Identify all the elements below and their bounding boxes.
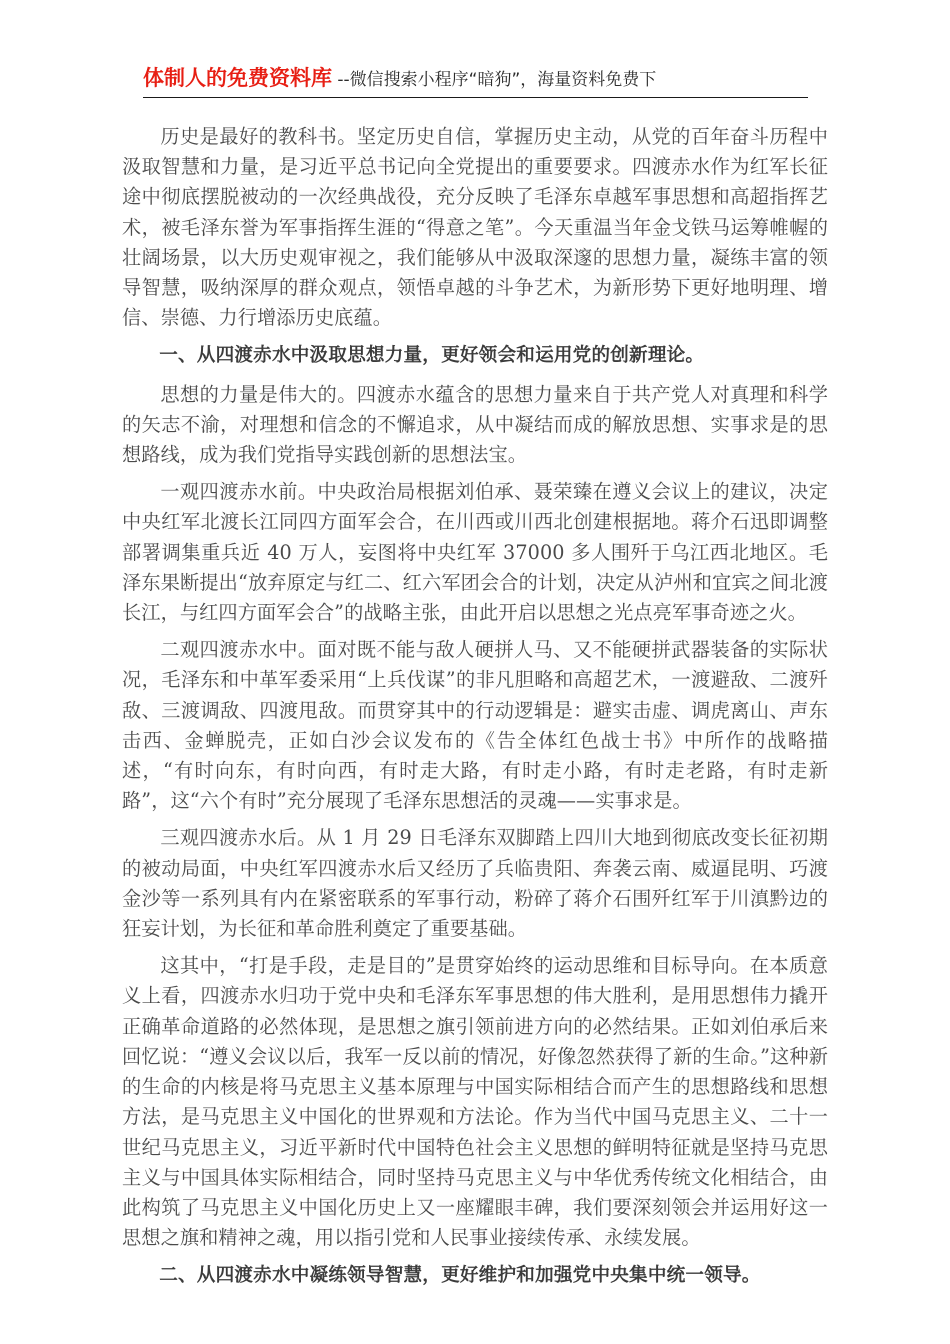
spacer	[122, 470, 828, 477]
body-paragraph: 二观四渡赤水中。面对既不能与敌人硬拼人马、又不能硬拼武器装备的实际状况，毛泽东和中革军委采用“上兵伐谋”的非凡胆略和高超艺术，一渡避敌、二渡歼敌、三渡调敌、四渡甩敌。而贯穿其中的行动逻辑是：避实击虚、调虎离山、声东击西、金蝉脱壳，正如白沙会议发布的《告全体红色战士书》中所作的战略描述，“有时向东，有时向西，有时走大路，有时走小路，有时走老路，有时走新路”，这“六个有时”充分展现了毛泽东思想活的灵魂——实事求是。	[122, 638, 828, 813]
body-paragraph: 历史是最好的教科书。坚定历史自信，掌握历史主动，从党的百年奋斗历程中汲取智慧和力量，是习近平总书记向全党提出的重要要求。四渡赤水作为红军长征途中彻底摆脱被动的一次经典战役，充分反映了毛泽东卓越军事思想和高超指挥艺术，被毛泽东誉为军事指挥生涯的“得意之笔”。今天重温当年金戈铁马运筹帷幄的壮阔场景，以大历史观审视之，我们能够从中汲取深邃的思想力量，凝练丰富的领导智慧，吸纳深厚的群众观点，领悟卓越的斗争艺术，为新形势下更好地明理、增信、崇德、力行增添历史底蕴。	[122, 125, 828, 330]
body-paragraph: 一观四渡赤水前。中央政治局根据刘伯承、聂荣臻在遵义会议上的建议，决定中央红军北渡长江同四方面军会合，在川西或川西北创建根据地。蒋介石迅即调整部署调集重兵近 40 万人，妄图将中央红军 37000 多人围歼于乌江西北地区。毛泽东果断提出“放弃原定与红二、红六军团会合的计划，决定从泸州和宜宾之间北渡长江，与红四方面军会合”的战略主张，由此开启以思想之光点亮军事奇迹之火。	[122, 480, 828, 625]
spacer	[122, 944, 828, 951]
body-paragraph: 三观四渡赤水后。从 1 月 29 日毛泽东双脚踏上四川大地到彻底改变长征初期的被动局面，中央红军四渡赤水后又经历了兵临贵阳、奔袭云南、威逼昆明、巧渡金沙等一系列具有内在紧密联系的军事行动，粉碎了蒋介石围歼红军于川滇黔边的狂妄计划，为长征和革命胜利奠定了重要基础。	[122, 826, 828, 941]
section-heading-two: 二、从四渡赤水中凝练领导智慧，更好维护和加强党中央集中统一领导。	[159, 1265, 761, 1287]
spacer	[122, 1253, 828, 1261]
header-promo-line	[143, 64, 808, 97]
document-body	[122, 122, 828, 1292]
spacer	[122, 333, 828, 341]
body-paragraph: 思想的力量是伟大的。四渡赤水蕴含的思想力量来自于共产党人对真理和科学的矢志不渝，对理想和信念的不懈追求，从中凝结而成的解放思想、实事求是的思想路线，成为我们党指导实践创新的思想法宝。	[122, 382, 828, 467]
body-paragraph: 这其中，“打是手段，走是目的”是贯穿始终的运动思维和目标导向。在本质意义上看，四渡赤水归功于党中央和毛泽东军事思想的伟大胜利，是用思想伟力撬开正确革命道路的必然体现，是思想之旗引领前进方向的必然结果。正如刘伯承后来回忆说：“遵义会议以后，我军一反以前的情况，好像忽然获得了新的生命。”这种新的生命的内核是将马克思主义基本原理与中国实际相结合而产生的思想路线和思想方法，是马克思主义中国化的世界观和方法论。作为当代中国马克思主义、二十一世纪马克思主义，习近平新时代中国特色社会主义思想的鲜明特征就是坚持马克思主义与中国具体实际相结合，同时坚持马克思主义与中华优秀传统文化相结合，由此构筑了马克思主义中国化历史上又一座耀眼丰碑，我们要深刻领会并运用好这一思想之旗和精神之魂，用以指引党和人民事业接续传承、永续发展。	[122, 954, 828, 1250]
spacer	[122, 372, 828, 380]
header-brand-text: 体制人的免费资料库	[143, 66, 332, 90]
section-heading-one: 一、从四渡赤水中汲取思想力量，更好领会和运用党的创新理论。	[159, 345, 705, 367]
spacer	[122, 816, 828, 823]
spacer	[122, 628, 828, 635]
header-divider-rule	[143, 97, 808, 98]
page-header-band	[143, 64, 808, 98]
header-tagline-text: --微信搜索小程序“暗狗”，海量资料免费下	[332, 70, 657, 90]
